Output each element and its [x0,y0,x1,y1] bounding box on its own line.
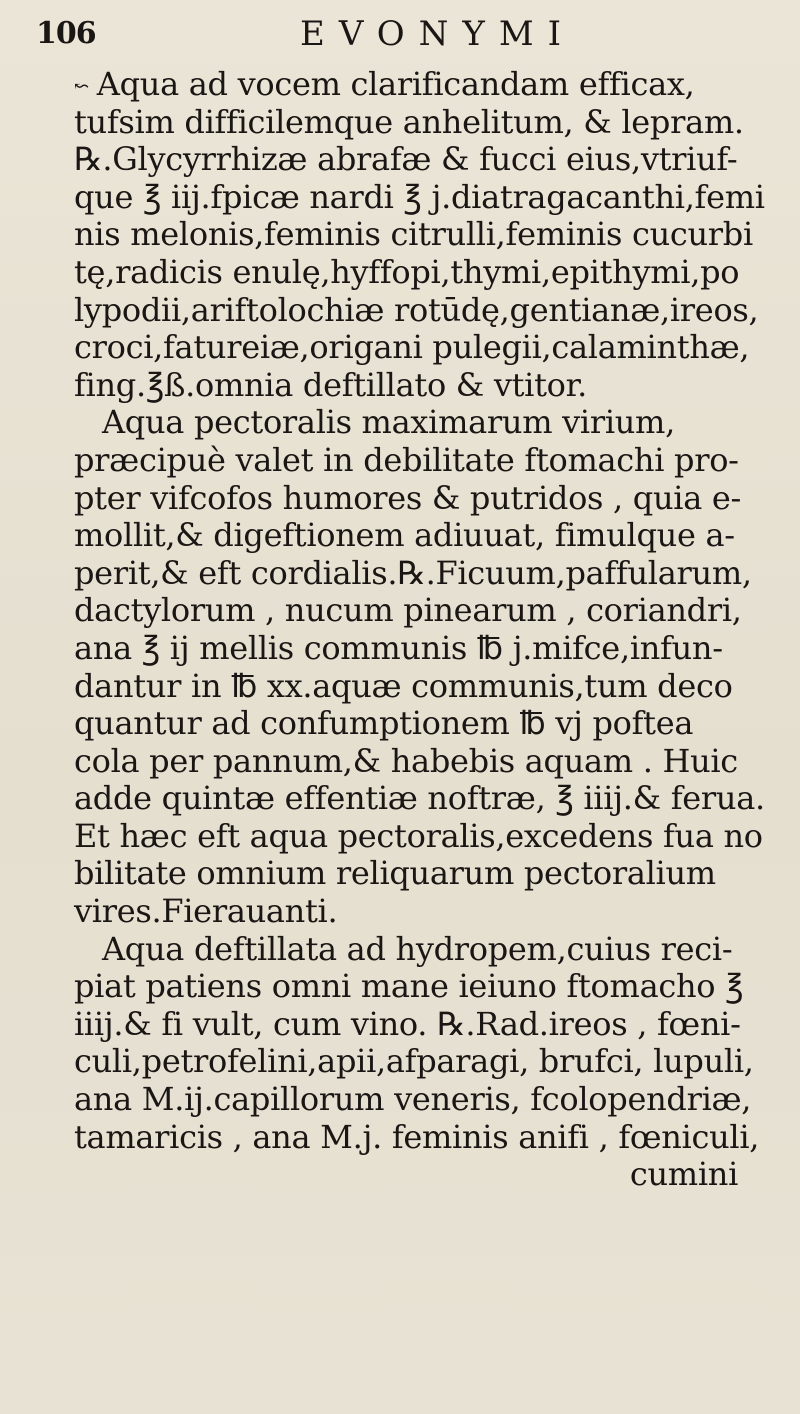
text-line: adde quintæ effentiæ noftræ, ℥ iiij.& ferua. [74,779,765,818]
text-line: mollit,& digeftionem adiuuat, fimulque a- [74,516,735,555]
page-header [0,14,800,58]
text-line: dactylorum , nucum pinearum , coriandri, [74,591,742,630]
page-number: 106 [36,16,96,51]
text-line: que ℥ iij.fpicæ nardi ℥ j.diatragacanthi,femi [74,177,765,216]
catchword: cumini [629,1155,738,1194]
text-line [74,66,774,104]
text-line: perit,& eft cordialis.℞.Ficuum,paffularum, [74,553,752,592]
text-line: cola per pannum,& habebis aquam . Huic [74,741,738,780]
text-line: præcipuè valet in debilitate ftomachi pro- [74,440,739,479]
section-mark: ↜ [74,75,89,97]
text-line: nis melonis,feminis citrulli,feminis cucurbi [74,215,753,254]
text-line: vires.Fierauanti. [74,892,338,931]
line-text: Aqua ad vocem clarificandam efficax, [96,65,695,103]
text-line: piat patiens omni mane ieiuno ftomacho ℥ [74,967,744,1006]
text-line: iiij.& fi vult, cum vino. ℞.Rad.ireos , fœni- [74,1004,741,1043]
text-line: tę,radicis enulę,hyffopi,thymi,epithymi,po [74,252,740,291]
text-line: quantur ad confumptionem ℔ vj poftea [74,704,694,743]
text-line: ana ℥ ij mellis communis ℔ j.mifce,infun- [74,628,723,667]
text-line: Aqua pectoralis maximarum virium, [102,403,675,442]
text-line: croci,fatureiæ,origani pulegii,calaminthæ, [74,328,750,367]
text-line: Aqua deftillata ad hydropem,cuius reci- [102,929,733,968]
text-line: dantur in ℔ xx.aquæ communis,tum deco [74,666,733,705]
body-text [74,66,774,1194]
text-line: ℞.Glycyrrhizæ abrafæ & fucci eius,vtriuf- [74,140,738,179]
text-line: tamaricis , ana M.j. feminis anifi , fœniculi, [74,1117,760,1156]
text-line: fing.℥ß.omnia deftillato & vtitor. [74,365,587,404]
text-line: pter vifcofos humores & putridos , quia e- [74,478,742,517]
text-line: culi,petrofelini,apii,afparagi, brufci, lupuli, [74,1042,754,1081]
text-line: bilitate omnium reliquarum pectoralium [74,854,716,893]
text-line: tufsim difficilemque anhelitum, & lepram. [74,102,744,141]
text-line: ana M.ij.capillorum veneris, fcolopendriæ, [74,1080,752,1119]
text-line: lypodii,ariftolochiæ rotūdę,gentianæ,ireos, [74,290,759,329]
text-line: Et hæc eft aqua pectoralis,excedens fua no [74,816,763,855]
running-head: EVONYMI [300,14,576,54]
